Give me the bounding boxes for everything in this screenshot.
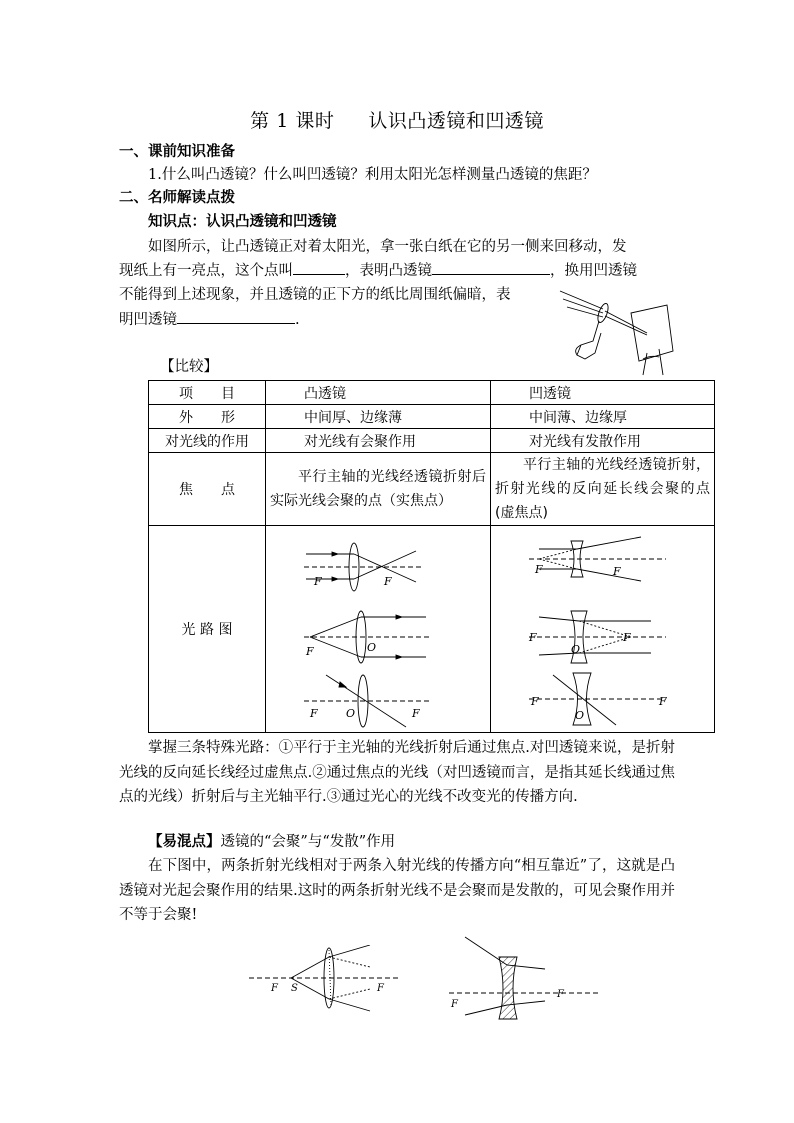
focus-label: F xyxy=(412,706,420,720)
row-item: 焦 点 xyxy=(149,453,266,526)
para-text: 现纸上有一亮点，这个点叫 xyxy=(119,263,293,279)
focus-label: F xyxy=(613,564,621,578)
para-text: ，换用凹透镜 xyxy=(550,263,637,279)
optical-center-label: O xyxy=(346,706,356,720)
fill-blank[interactable] xyxy=(432,260,550,275)
lens-sunlight-illustration xyxy=(555,283,675,378)
optical-center-label: O xyxy=(575,708,585,722)
source-label: S xyxy=(291,983,298,994)
concave-diverging-diagram xyxy=(445,935,605,1025)
table-row xyxy=(149,405,715,429)
focus-label: F xyxy=(535,562,543,576)
confusion-title xyxy=(148,830,395,854)
focus-label: F xyxy=(306,644,314,658)
compare-label: 【比较】 xyxy=(160,359,218,375)
row-convex: 对光线有会聚作用 xyxy=(266,429,491,453)
convex-lens-diagram xyxy=(266,527,456,732)
focus-label: F xyxy=(314,574,322,588)
optical-center-label: O xyxy=(571,642,581,656)
focus-label: F xyxy=(529,630,537,644)
focus-label: F xyxy=(451,999,458,1010)
row-item: 对光线的作用 xyxy=(149,429,266,453)
para-line-1: 如图所示，让凸透镜正对着太阳光，拿一张白纸在它的另一侧来回移动，发 xyxy=(148,239,627,255)
focus-label: F xyxy=(531,694,539,708)
para-line-2 xyxy=(119,259,637,283)
row-convex: 中间厚、边缘薄 xyxy=(266,405,491,429)
concave-lens-diagram xyxy=(491,527,680,732)
row-concave: 平行主轴的光线经透镜折射，折射光线的反向延长线会聚的点(虚焦点) xyxy=(491,453,715,526)
table-header-row xyxy=(149,381,715,405)
convex-converging-diagram xyxy=(245,945,405,1015)
row-item: 外 形 xyxy=(149,405,266,429)
focus-label: F xyxy=(271,983,278,994)
para-line-3: 不能得到上述现象，并且透镜的正下方的纸比周围纸偏暗，表 xyxy=(119,287,511,303)
focus-label: F xyxy=(310,706,318,720)
table-row xyxy=(149,429,715,453)
header-convex: 凸透镜 xyxy=(266,381,491,405)
section1-heading: 一、课前知识准备 xyxy=(119,144,235,160)
header-concave: 凹透镜 xyxy=(491,381,715,405)
confusion-title-text: 透镜的“会聚”与“发散”作用 xyxy=(220,834,396,850)
para-text: 明凹透镜 xyxy=(119,312,177,328)
para-text: ，表明凸透镜 xyxy=(345,263,432,279)
row-concave: 中间薄、边缘厚 xyxy=(491,405,715,429)
comparison-table xyxy=(148,380,715,733)
table-row xyxy=(149,453,715,526)
optical-center-label: O xyxy=(367,640,377,654)
focus-label: F xyxy=(557,989,564,1000)
confusion-label: 【易混点】 xyxy=(148,834,221,850)
concave-ray-diagrams xyxy=(491,526,715,733)
section1-question: 1.什么叫凸透镜？什么叫凹透镜？利用太阳光怎样测量凸透镜的焦距？ xyxy=(148,167,597,183)
section2-heading: 二、名师解读点拨 xyxy=(119,190,235,206)
header-item: 项 目 xyxy=(149,381,266,405)
lesson-number: 第 1 课时 xyxy=(250,110,335,132)
para-line-4 xyxy=(119,308,300,332)
fill-blank[interactable] xyxy=(177,309,295,324)
row-item: 光 路 图 xyxy=(149,526,266,733)
row-concave: 对光线有发散作用 xyxy=(491,429,715,453)
table-row xyxy=(149,526,715,733)
special-rays-paragraph: 掌握三条特殊光路：①平行于主光轴的光线折射后通过焦点.对凹透镜来说，是折射光线的反向延长线经过虚焦点.②通过焦点的光线（对凹透镜而言，是指其延长线通过焦点的光线）折射后与主光轴平行.③通过光心的光线不改变光的传播方向. xyxy=(119,740,675,805)
knowledge-point-heading: 知识点：认识凸透镜和凹透镜 xyxy=(148,214,337,230)
focus-label: F xyxy=(659,694,667,708)
focus-label: F xyxy=(384,574,392,588)
para-text: . xyxy=(295,312,300,328)
fill-blank[interactable] xyxy=(293,260,345,275)
page-title xyxy=(0,106,794,133)
confusion-paragraph: 在下图中，两条折射光线相对于两条入射光线的传播方向“相互靠近”了，这就是凸透镜对光起会聚作用的结果.这时的两条折射光线不是会聚而是发散的，可见会聚作用并不等于会聚! xyxy=(119,858,675,923)
lesson-topic: 认识凸透镜和凹透镜 xyxy=(368,110,544,132)
focus-label: F xyxy=(623,630,631,644)
row-convex: 平行主轴的光线经透镜折射后实际光线会聚的点（实焦点） xyxy=(266,453,491,526)
focus-label: F xyxy=(377,983,384,994)
convex-ray-diagrams xyxy=(266,526,491,733)
